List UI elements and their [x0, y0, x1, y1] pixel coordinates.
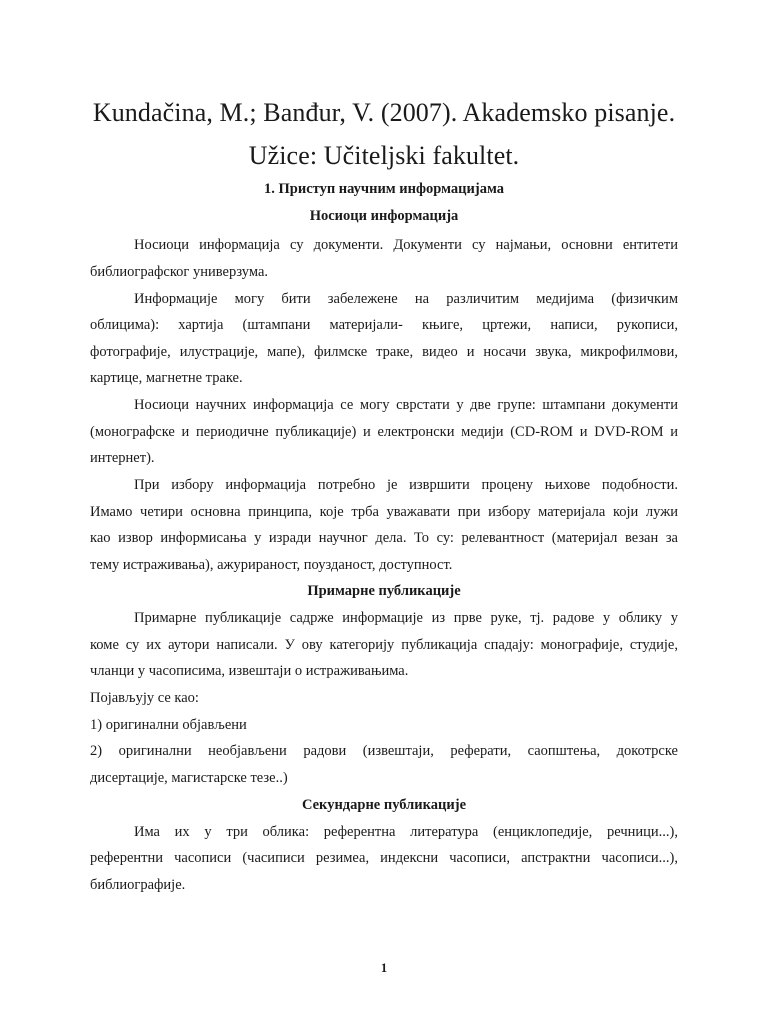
paragraph-line: Информације могу бити забележене на различитим медијима (физичким: [134, 291, 678, 307]
paragraph-line: При избору информација потребно је извршити процену њихове подобности.: [134, 477, 678, 493]
paragraph-line: облицима): хартија (штампани материјали- књиге, цртежи, написи, рукописи,: [90, 317, 678, 333]
paragraph-line: интернет).: [90, 450, 155, 466]
subsection-heading: Носиоци информација: [309, 208, 459, 224]
secondary-publications-heading: Секундарне публикације: [301, 797, 467, 813]
paragraph-line: (монографске и периодичне публикације) и електронски медији (CD-ROM и DVD-ROM и: [90, 424, 678, 440]
paragraph-line: Носиоци научних информација се могу сврстати у две групе: штампани документи: [134, 397, 678, 413]
paragraph-line: као извор информисања у изради научног дела. То су: релевантност (материјал везан за: [90, 530, 678, 546]
list-item-continued: дисертације, магистарске тезе..): [90, 770, 288, 786]
paragraph-line: Имамо четири основна принципа, које трба уважавати при избору материјала који лужи: [90, 504, 678, 520]
paragraph-line: фотографије, илустрације, мапе), филмске траке, видео и носачи звука, микрофилмови,: [90, 344, 678, 360]
paragraph-line: Носиоци информација су документи. Документи су најмањи, основни ентитети: [134, 237, 678, 253]
paragraph-line: библиографије.: [90, 877, 186, 893]
primary-publications-heading: Примарне публикације: [307, 583, 461, 599]
citation-title-line-2: Užice: Učiteljski fakultet.: [248, 141, 520, 170]
paragraph-line: картице, магнетне траке.: [90, 370, 243, 386]
paragraph-line: Примарне публикације садрже информације из прве руке, тј. радове у облику у: [134, 610, 678, 626]
page-number: 1: [380, 961, 388, 975]
citation-title-line-1: Kundačina, M.; Banđur, V. (2007). Akademsko pisanje.: [92, 98, 676, 127]
list-intro: Појављују се као:: [90, 690, 199, 706]
paragraph-line: библиографског универзума.: [90, 264, 269, 280]
paragraph-line: референтни часописи (часиписи резимеа, индексни часописи, апстрактни часописи...),: [90, 850, 678, 866]
list-item: 1) оригинални објављени: [90, 717, 247, 733]
paragraph-line: Има их у три облика: референтна литература (енциклопедије, речници...),: [134, 824, 678, 840]
list-item: 2) оригинални необјављени радови (извештаји, реферати, саопштења, докотрске: [90, 743, 678, 759]
paragraph-line: тему истраживања), ажурираност, поузданост, доступност.: [90, 557, 453, 573]
paragraph-line: чланци у часописима, извештаји о истраживањима.: [90, 663, 409, 679]
paragraph-line: коме су их аутори написали. У ову категорију публикација спадају: монографије, студије,: [90, 637, 678, 653]
section-heading: 1. Приступ научним информацијама: [264, 181, 504, 197]
